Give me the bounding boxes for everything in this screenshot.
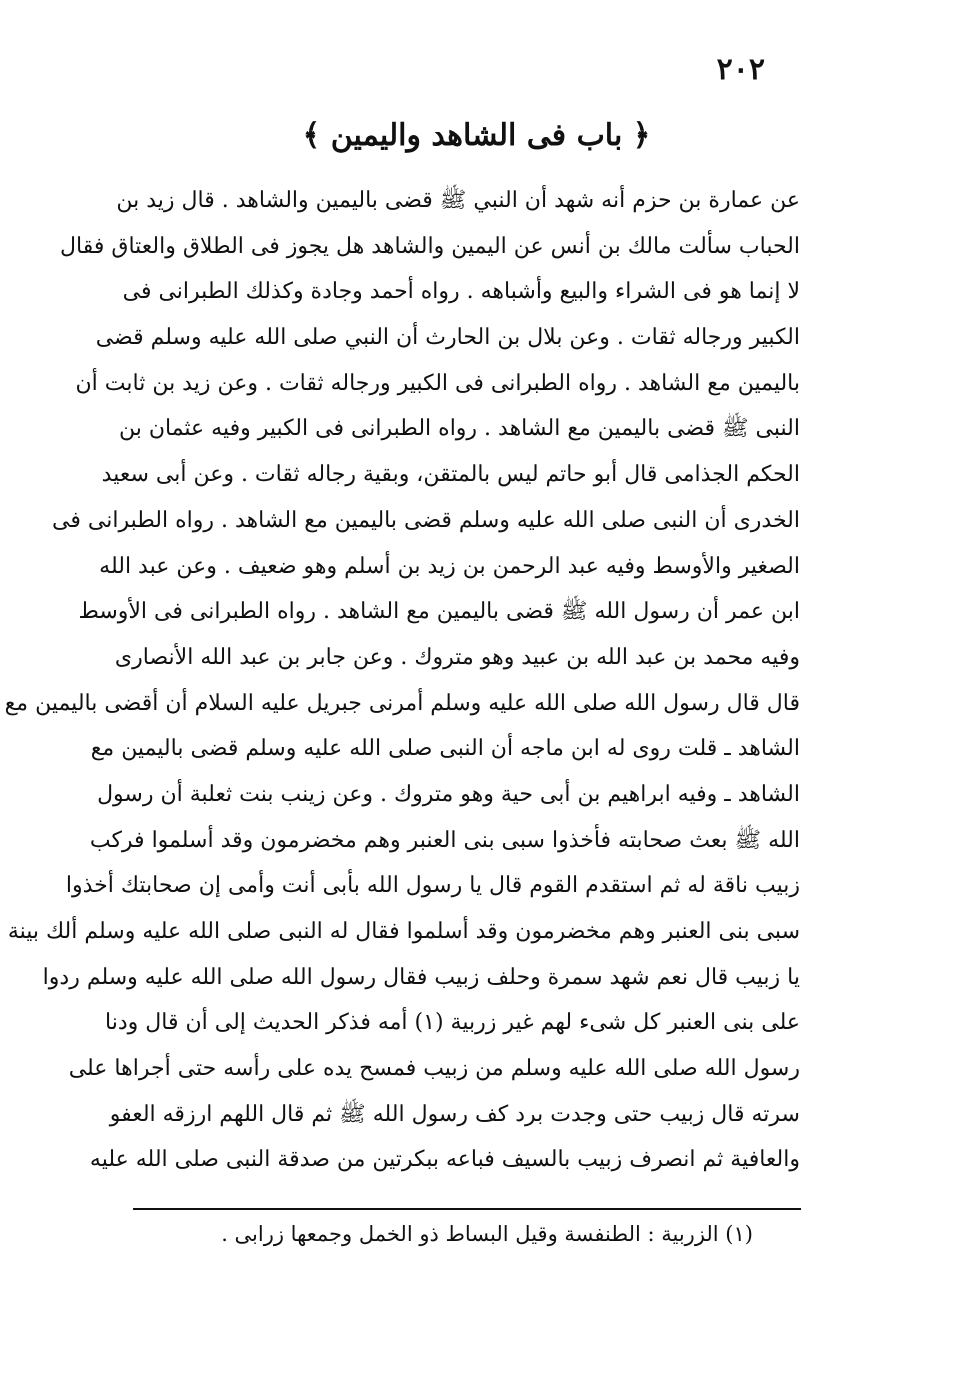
text-line: على بنى العنبر كل شىء لهم غير زربية (١) أمه فذكر الحديث إلى أن قال ودنا (105, 1010, 800, 1036)
text-line: باليمين مع الشاهد . رواه الطبرانى فى الكبير ورجاله ثقات . وعن زيد بن ثابت أن (75, 370, 800, 396)
text-line: الشاهد ـ قلت روى له ابن ماجه أن النبى صلى الله عليه وسلم قضى باليمين مع (90, 736, 800, 762)
text-line: الحكم الجذامى قال أبو حاتم ليس بالمتقن، وبقية رجاله ثقات . وعن أبى سعيد (101, 462, 800, 488)
text-line: عن عمارة بن حزم أنه شهد أن النبي ﷺ قضى باليمين والشاهد . قال زيد بن (116, 188, 800, 213)
text-line: لا إنما هو فى الشراء والبيع وأشباهه . رواه أحمد وجادة وكذلك الطبرانى فى (122, 279, 800, 305)
text-line: الخدرى أن النبى صلى الله عليه وسلم قضى باليمين مع الشاهد . رواه الطبرانى فى (52, 507, 800, 533)
text-line: والعافية ثم انصرف زبيب بالسيف فباعه ببكرتين من صدقة النبى صلى الله عليه (89, 1147, 800, 1173)
text-line: الكبير ورجاله ثقات . وعن بلال بن الحارث أن النبي صلى الله عليه وسلم قضى (95, 325, 800, 351)
text-line: الحباب سألت مالك بن أنس عن اليمين والشاهد هل يجوز فى الطلاق والعتاق فقال (60, 233, 800, 259)
text-line: الصغير والأوسط وفيه عبد الرحمن بن زيد بن أسلم وهو ضعيف . وعن عبد الله (99, 553, 800, 579)
text-line: الشاهد ـ وفيه ابراهيم بن أبى حية وهو متروك . وعن زينب بنت ثعلبة أن رسول (97, 781, 800, 807)
footnote-divider (133, 1208, 801, 1210)
text-line: سرته قال زبيب حتى وجدت برد كف رسول الله ﷺ ثم قال اللهم ارزقه العفو (109, 1101, 800, 1127)
chapter-title: ﴿ باب فى الشاهد واليمين ﴾ (302, 118, 651, 153)
footnote: (١) الزربية : الطنفسة وقيل البساط ذو الخمل وجمعها زرابى . (221, 1222, 753, 1246)
text-line: قال قال رسول الله صلى الله عليه وسلم أمرنى جبريل عليه السلام أن أقضى باليمين مع (4, 690, 800, 716)
text-line: النبى ﷺ قضى باليمين مع الشاهد . رواه الطبرانى فى الكبير وفيه عثمان بن (118, 416, 800, 442)
text-line: الله ﷺ بعث صحابته فأخذوا سبى بنى العنبر وهم مخضرمون وقد أسلموا فركب (89, 827, 800, 853)
text-line: يا زبيب قال نعم شهد سمرة وحلف زبيب فقال رسول الله صلى الله عليه وسلم ردوا (42, 964, 800, 990)
text-line: سبى بنى العنبر وهم مخضرمون وقد أسلموا فقال له النبى صلى الله عليه وسلم ألك بينة (7, 919, 800, 944)
text-line: زبيب ناقة له ثم استقدم القوم قال يا رسول الله بأبى أنت وأمى إن صحابتك أخذوا (65, 873, 800, 899)
body-text (4, 178, 800, 1183)
text-line: رسول الله صلى الله عليه وسلم من زبيب فمسح يده على رأسه حتى أجراها على (68, 1056, 800, 1082)
text-line: ابن عمر أن رسول الله ﷺ قضى باليمين مع الشاهد . رواه الطبرانى فى الأوسط (78, 599, 800, 625)
text-line: وفيه محمد بن عبد الله بن عبيد وهو متروك . وعن جابر بن عبد الله الأنصارى (114, 644, 800, 670)
page-number: ٢٠٢ (716, 52, 765, 87)
